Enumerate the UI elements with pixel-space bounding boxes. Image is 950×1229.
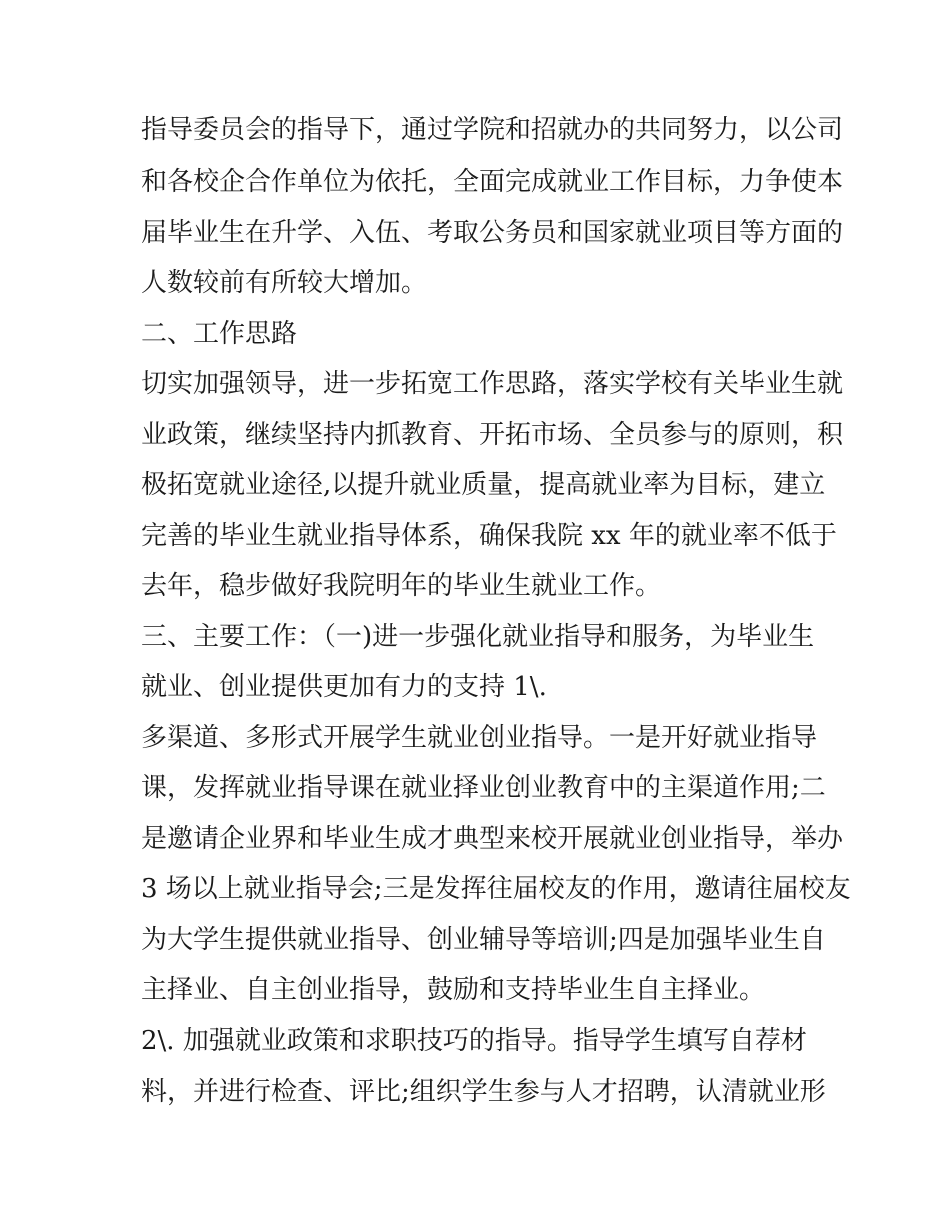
section-heading: 二、工作思路	[141, 319, 298, 349]
text-line: 为大学生提供就业指导、创业辅导等培训;四是加强毕业生自	[141, 925, 826, 955]
section-heading: 三、主要工作：（一)进一步强化就业指导和服务，为毕业生	[141, 622, 815, 652]
text-line: 届毕业生在升学、入伍、考取公务员和国家就业项目等方面的	[141, 218, 844, 248]
text-line: 是邀请企业界和毕业生成才典型来校开展就业创业指导，举办	[141, 824, 844, 854]
text-line: 和各校企合作单位为依托，全面完成就业工作目标，力争使本	[141, 167, 844, 197]
text-line: 料，并进行检查、评比;组织学生参与人才招聘，认清就业形	[141, 1077, 826, 1107]
text-line: 人数较前有所较大增加。	[141, 268, 428, 298]
text-line: 3 场以上就业指导会;三是发挥往届校友的作用，邀请往届校友	[141, 874, 851, 904]
text-line: 去年，稳步做好我院明年的毕业生就业工作。	[141, 571, 662, 601]
text-line: 切实加强领导，进一步拓宽工作思路，落实学校有关毕业生就	[141, 369, 844, 399]
text-line: 极拓宽就业途径,以提升就业质量，提高就业率为目标，建立	[141, 470, 826, 500]
text-line: 2\. 加强就业政策和求职技巧的指导。指导学生填写自荐材	[141, 1026, 807, 1056]
text-line: 指导委员会的指导下，通过学院和招就办的共同努力，以公司	[141, 115, 844, 145]
text-line: 主择业、自主创业指导，鼓励和支持毕业生自主择业。	[141, 975, 766, 1005]
text-line: 就业、创业提供更加有力的支持 1\.	[141, 672, 547, 702]
text-line: 完善的毕业生就业指导体系，确保我院 xx 年的就业率不低于	[141, 521, 837, 551]
text-line: 业政策，继续坚持内抓教育、开拓市场、全员参与的原则，积	[141, 420, 844, 450]
text-line: 多渠道、多形式开展学生就业创业指导。一是开好就业指导	[141, 723, 818, 753]
text-line: 课，发挥就业指导课在就业择业创业教育中的主渠道作用;二	[141, 773, 826, 803]
